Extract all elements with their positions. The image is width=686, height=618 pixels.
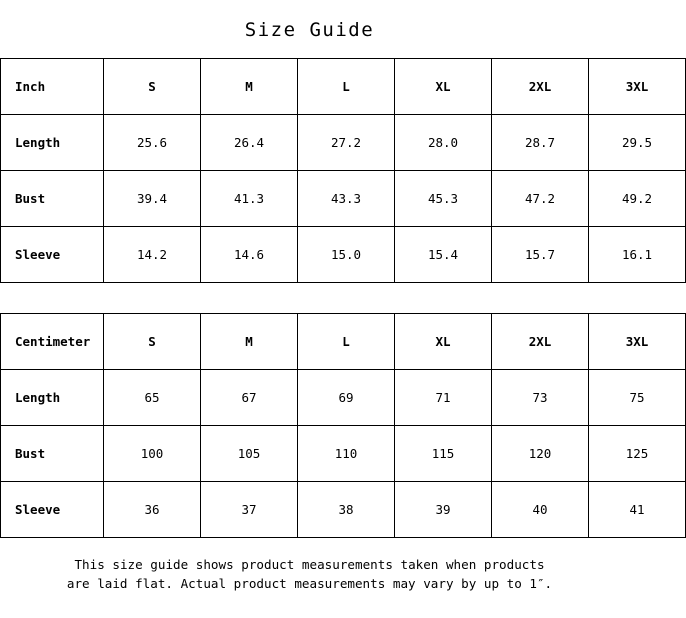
cell-cm-sleeve-s: 36 [104, 482, 201, 538]
table-header-row [1, 59, 686, 115]
table-row [1, 115, 686, 171]
cell-inch-length-m: 26.4 [201, 115, 298, 171]
row-label-bust: Bust [1, 171, 104, 227]
cell-inch-sleeve-m: 14.6 [201, 227, 298, 283]
cell-inch-sleeve-2xl: 15.7 [492, 227, 589, 283]
cell-cm-sleeve-l: 38 [298, 482, 395, 538]
cell-inch-bust-m: 41.3 [201, 171, 298, 227]
cell-inch-bust-xl: 45.3 [395, 171, 492, 227]
cell-cm-bust-s: 100 [104, 426, 201, 482]
column-header-l: L [298, 314, 395, 370]
column-header-l: L [298, 59, 395, 115]
cell-cm-length-s: 65 [104, 370, 201, 426]
unit-label-centimeter: Centimeter [1, 314, 104, 370]
cell-cm-length-xl: 71 [395, 370, 492, 426]
column-header-s: S [104, 59, 201, 115]
cell-inch-sleeve-xl: 15.4 [395, 227, 492, 283]
cell-cm-sleeve-m: 37 [201, 482, 298, 538]
column-header-m: M [201, 59, 298, 115]
page-title: Size Guide [244, 19, 375, 41]
table-row [1, 482, 686, 538]
cell-cm-sleeve-2xl: 40 [492, 482, 589, 538]
row-label-length: Length [1, 115, 104, 171]
cell-inch-sleeve-3xl: 16.1 [589, 227, 686, 283]
cell-inch-length-l: 27.2 [298, 115, 395, 171]
cell-cm-length-3xl: 75 [589, 370, 686, 426]
footnote [15, 538, 604, 593]
column-header-m: M [201, 314, 298, 370]
cell-inch-bust-3xl: 49.2 [589, 171, 686, 227]
cell-cm-length-m: 67 [201, 370, 298, 426]
cell-cm-bust-3xl: 125 [589, 426, 686, 482]
column-header-s: S [104, 314, 201, 370]
table-row [1, 426, 686, 482]
cell-inch-length-3xl: 29.5 [589, 115, 686, 171]
cell-cm-bust-m: 105 [201, 426, 298, 482]
column-header-3xl: 3XL [589, 314, 686, 370]
cell-cm-bust-2xl: 120 [492, 426, 589, 482]
table-row [1, 171, 686, 227]
cell-inch-bust-l: 43.3 [298, 171, 395, 227]
footnote-line-2: are laid flat. Actual product measurements may vary by up to 1″. [66, 576, 553, 591]
column-header-2xl: 2XL [492, 59, 589, 115]
cell-cm-bust-xl: 115 [395, 426, 492, 482]
row-label-sleeve: Sleeve [1, 227, 104, 283]
cell-cm-sleeve-3xl: 41 [589, 482, 686, 538]
table-spacer [0, 283, 619, 313]
cell-inch-bust-2xl: 47.2 [492, 171, 589, 227]
column-header-xl: XL [395, 59, 492, 115]
cell-inch-sleeve-l: 15.0 [298, 227, 395, 283]
cell-inch-length-s: 25.6 [104, 115, 201, 171]
size-table-inch [0, 58, 686, 283]
table-row [1, 227, 686, 283]
footnote-line-1: This size guide shows product measurements taken when products [74, 557, 545, 572]
cell-inch-sleeve-s: 14.2 [104, 227, 201, 283]
cell-cm-length-l: 69 [298, 370, 395, 426]
size-table-centimeter [0, 313, 686, 538]
unit-label-inch: Inch [1, 59, 104, 115]
row-label-length: Length [1, 370, 104, 426]
cell-inch-bust-s: 39.4 [104, 171, 201, 227]
cell-cm-sleeve-xl: 39 [395, 482, 492, 538]
table-header-row [1, 314, 686, 370]
cell-inch-length-xl: 28.0 [395, 115, 492, 171]
cell-cm-length-2xl: 73 [492, 370, 589, 426]
row-label-bust: Bust [1, 426, 104, 482]
column-header-3xl: 3XL [589, 59, 686, 115]
table-row [1, 370, 686, 426]
cell-cm-bust-l: 110 [298, 426, 395, 482]
column-header-xl: XL [395, 314, 492, 370]
column-header-2xl: 2XL [492, 314, 589, 370]
row-label-sleeve: Sleeve [1, 482, 104, 538]
cell-inch-length-2xl: 28.7 [492, 115, 589, 171]
